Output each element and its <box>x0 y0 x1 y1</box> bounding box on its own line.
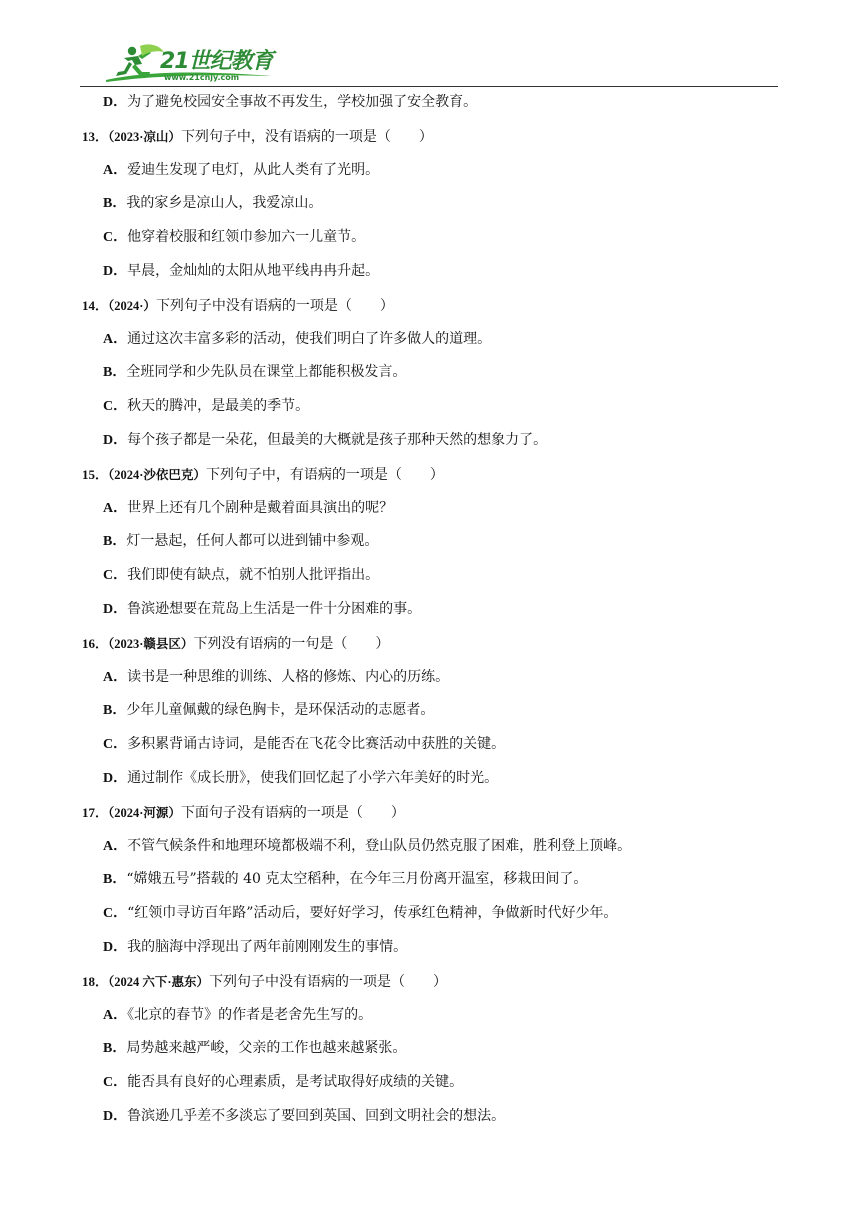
option-text: 鲁滨逊几乎差不多淡忘了要回到英国、回到文明社会的想法。 <box>127 1107 506 1124</box>
option-letter: A． <box>103 669 128 685</box>
option-letter: C． <box>103 568 128 584</box>
option-text: 通过这次丰富多彩的活动，使我们明白了许多做人的道理。 <box>127 330 492 347</box>
option-letter: B． <box>103 1041 127 1057</box>
answer-option <box>80 424 780 458</box>
option-letter: A． <box>103 331 128 347</box>
option-letter: A． <box>103 162 128 178</box>
answer-option <box>80 221 780 255</box>
answer-option <box>80 390 780 424</box>
option-text: 秋天的腾冲，是最美的季节。 <box>127 398 310 415</box>
option-letter: B． <box>103 365 127 381</box>
option-letter: D． <box>103 432 128 448</box>
option-text: 鲁滨逊想要在荒岛上生活是一件十分困难的事。 <box>127 600 422 617</box>
question-text: 下列句子中没有语病的一项是（ ） <box>155 297 394 314</box>
question-stem <box>80 458 780 492</box>
option-text: 少年儿童佩戴的绿色胸卡，是环保活动的志愿者。 <box>126 702 435 719</box>
option-text: 灯一悬起，任何人都可以进到铺中参观。 <box>126 533 379 550</box>
answer-option <box>80 525 780 559</box>
brand-logo <box>102 42 342 84</box>
answer-option <box>80 661 780 695</box>
question-source: （2024·） <box>108 298 156 313</box>
answer-option <box>80 1066 780 1100</box>
option-text: 《北京的春节》的作者是老舍先生写的。 <box>127 1006 373 1023</box>
runner-logo-icon <box>102 42 342 84</box>
question-text: 下列句子中，有语病的一项是（ ） <box>205 466 444 483</box>
svg-text:www.21cnjy.com: www.21cnjy.com <box>164 73 240 82</box>
option-text: 能否具有良好的心理素质，是考试取得好成绩的关键。 <box>127 1074 464 1091</box>
question-stem <box>80 965 780 999</box>
option-text: 不管气候条件和地理环境都极端不利，登山队员仍然克服了困难，胜利登上顶峰。 <box>127 837 632 854</box>
answer-option <box>80 1032 780 1066</box>
question-number: 17． <box>82 804 109 820</box>
option-text: 每个孩子都是一朵花，但最美的大概就是孩子那种天然的想象力了。 <box>127 431 548 448</box>
answer-option <box>80 356 780 390</box>
option-text: 早晨，金灿灿的太阳从地平线冉冉升起。 <box>127 262 380 279</box>
answer-option <box>80 830 780 864</box>
answer-option <box>80 154 780 188</box>
option-text: “红领巾寻访百年路”活动后，要好好学习，传承红色精神，争做新时代好少年。 <box>127 905 618 922</box>
answer-option <box>80 323 780 357</box>
option-letter: B． <box>103 196 127 212</box>
answer-option <box>80 492 780 526</box>
question-source: （2023·凉山） <box>108 129 181 144</box>
option-text: 我的脑海中浮现出了两年前刚刚发生的事情。 <box>127 938 408 955</box>
option-letter: D． <box>103 601 128 617</box>
option-letter: D． <box>103 263 128 279</box>
option-letter: B． <box>103 872 127 888</box>
answer-option <box>80 728 780 762</box>
option-letter: C． <box>103 737 128 753</box>
option-text: 全班同学和少先队员在课堂上都能积极发言。 <box>126 364 407 381</box>
question-text: 下列没有语病的一句是（ ） <box>193 635 390 652</box>
answer-option <box>80 762 780 796</box>
option-letter: A． <box>103 838 128 854</box>
option-letter: D． <box>103 1108 128 1124</box>
option-text: 爱迪生发现了电灯，从此人类有了光明。 <box>127 161 380 178</box>
question-list <box>80 86 780 1134</box>
option-letter: C． <box>103 230 128 246</box>
question-stem <box>80 796 780 830</box>
answer-option <box>80 863 780 897</box>
option-text: 世界上还有几个剧种是戴着面具演出的呢？ <box>127 499 394 516</box>
answer-option <box>80 559 780 593</box>
question-stem <box>80 289 780 323</box>
answer-option <box>80 255 780 289</box>
option-text: 为了避免校园安全事故不再发生，学校加强了安全教育。 <box>127 94 478 110</box>
option-letter: C． <box>103 1075 128 1091</box>
option-letter: D． <box>103 770 128 786</box>
option-letter: B． <box>103 534 127 550</box>
answer-option <box>80 897 780 931</box>
answer-option <box>80 931 780 965</box>
question-text: 下面句子没有语病的一项是（ ） <box>180 804 405 821</box>
option-text: 读书是一种思维的训练、人格的修炼、内心的历练。 <box>127 668 450 685</box>
question-number: 14． <box>82 297 109 313</box>
option-letter: C． <box>103 906 128 922</box>
option-text: 通过制作《成长册》，使我们回忆起了小学六年美好的时光。 <box>127 769 499 786</box>
question-number: 13． <box>82 128 109 144</box>
question-stem <box>80 120 780 154</box>
question-source: （2024 六下·惠东） <box>108 974 210 989</box>
page-header <box>80 40 778 87</box>
option-text: “嫦娥五号”搭载的 40 克太空稻种，在今年三月份离开温室，移栽田间了。 <box>126 871 588 888</box>
question-text: 下列句子中，没有语病的一项是（ ） <box>180 128 433 145</box>
question-text: 下列句子中没有语病的一项是（ ） <box>209 973 448 990</box>
question-source: （2024·沙依巴克） <box>108 467 206 482</box>
option-letter: D． <box>103 939 128 955</box>
svg-text:21世纪教育: 21世纪教育 <box>160 49 273 74</box>
answer-option <box>80 593 780 627</box>
option-letter: D． <box>103 95 128 110</box>
option-letter: B． <box>103 703 127 719</box>
answer-option <box>80 999 780 1033</box>
answer-option <box>80 187 780 221</box>
option-text: 我们即使有缺点，就不怕别人批评指出。 <box>127 567 380 584</box>
question-source: （2024·河源） <box>108 805 181 820</box>
option-text: 局势越来越严峻，父亲的工作也越来越紧张。 <box>126 1040 407 1057</box>
question-source: （2023·赣县区） <box>108 636 194 651</box>
question-number: 15． <box>82 466 109 482</box>
answer-option <box>80 694 780 728</box>
option-letter: A． <box>103 1007 128 1023</box>
question-number: 18． <box>82 973 109 989</box>
answer-option <box>80 1100 780 1134</box>
question-stem <box>80 627 780 661</box>
option-letter: C． <box>103 399 128 415</box>
answer-option <box>80 86 780 120</box>
option-text: 我的家乡是凉山人，我爱凉山。 <box>126 195 323 212</box>
option-text: 多积累背诵古诗词，是能否在飞花令比赛活动中获胜的关键。 <box>127 736 506 753</box>
option-text: 他穿着校服和红领巾参加六一儿童节。 <box>127 229 366 246</box>
question-number: 16． <box>82 635 109 651</box>
option-letter: A． <box>103 500 128 516</box>
